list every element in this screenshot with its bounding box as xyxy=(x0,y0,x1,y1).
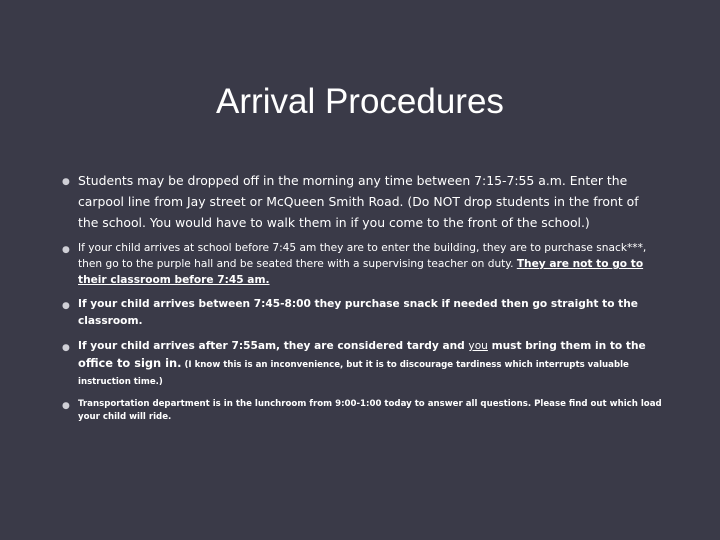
bullet-text: If your child arrives after 7:55am, they are considered tardy and xyxy=(78,340,469,352)
bullet-tardy-arrival xyxy=(62,338,662,390)
bullet-dot-icon: ● xyxy=(62,177,70,187)
bullet-early-arrival xyxy=(62,240,662,288)
bullet-transportation xyxy=(62,398,662,424)
bullet-emphasis: They are not to go to their classroom before 7:45 am. xyxy=(78,258,644,286)
bullet-you: you xyxy=(468,340,488,352)
bullet-dropoff-times xyxy=(62,170,662,233)
bullet-text: Transportation department is in the lunchroom from 9:00-1:00 today to answer all questions. Please find out which load your child will ride. xyxy=(78,399,662,422)
bullet-list xyxy=(62,170,662,424)
bullet-text: Students may be dropped off in the morning any time between 7:15-7:55 a.m. Enter the carpool line from Jay street or McQueen Smith Road. (Do NOT drop students in the front of the school. You would have to walk them in if you come to the front of the school.) xyxy=(78,173,639,230)
bullet-regular-arrival xyxy=(62,296,662,330)
bullet-note: (I know this is an inconvenience, but it is to discourage tardiness which interrupts valuable instruction time.) xyxy=(78,360,629,387)
bullet-text: If your child arrives between 7:45-8:00 they purchase snack if needed then go straight to the classroom. xyxy=(78,298,638,327)
bullet-dot-icon: ● xyxy=(62,343,70,353)
bullet-office-sign-in: office to sign in. xyxy=(78,356,182,370)
bullet-dot-icon: ● xyxy=(62,401,70,411)
bullet-dot-icon: ● xyxy=(62,301,70,311)
bullet-text: If your child arrives at school before 7:45 am they are to enter the building, they are to purchase snack***, then go to the purple hall and be seated there with a supervising teacher on duty. xyxy=(78,242,647,270)
bullet-text-cont: must bring them in to the xyxy=(487,340,646,352)
bullet-dot-icon: ● xyxy=(62,245,70,255)
slide-title: Arrival Procedures xyxy=(216,82,504,121)
